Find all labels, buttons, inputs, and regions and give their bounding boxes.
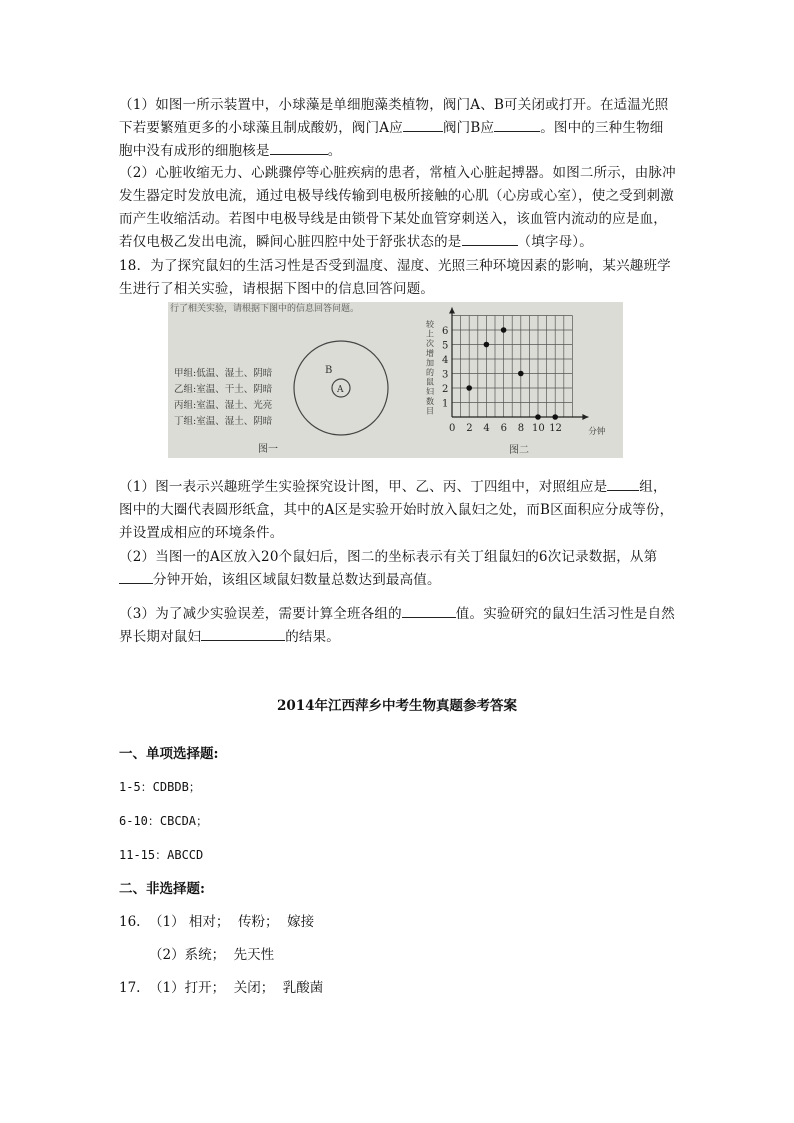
answers-title: 2014年江西萍乡中考生物真题参考答案 bbox=[276, 698, 518, 714]
y-axis-label-char: 加 bbox=[426, 358, 434, 368]
x-tick-label: 12 bbox=[549, 423, 562, 434]
q17-p1-text-d: 。 bbox=[327, 143, 342, 159]
answer-blank[interactable] bbox=[462, 231, 518, 246]
q18-part2 bbox=[119, 546, 677, 592]
q18-p2-text-b: 分钟开始，该组区域鼠妇数量总数达到最高值。 bbox=[153, 572, 441, 588]
data-point bbox=[535, 414, 541, 420]
q18-intro: 18．为了探究鼠妇的生活习性是否受到温度、湿度、光照三种环境因素的影响，某兴趣班学生进行了相关实验，请根据下图中的信息回答问题。 bbox=[119, 258, 671, 297]
y-axis-label-char: 较 bbox=[426, 320, 434, 329]
y-axis-label-char: 妇 bbox=[426, 387, 434, 397]
group-jia: 甲组:低温、湿土、阴暗 bbox=[174, 368, 273, 379]
y-tick-label: 5 bbox=[442, 340, 449, 352]
x-tick-label: 6 bbox=[500, 423, 507, 434]
data-point bbox=[484, 342, 490, 348]
y-axis-label-char: 鼠 bbox=[426, 377, 434, 387]
group-bing: 丙组:室温、湿土、光亮 bbox=[174, 400, 273, 411]
section1-heading: 一、单项选择题: bbox=[119, 746, 219, 762]
q18-p3-text-b: 值。实验研究的鼠妇生活习性是自然界长期对鼠妇 bbox=[119, 606, 675, 645]
x-tick-label: 10 bbox=[532, 423, 545, 434]
answer-1-5: 1-5：CDBDB； bbox=[119, 780, 201, 794]
q18-part3 bbox=[119, 603, 677, 649]
x-tick-label: 4 bbox=[483, 423, 490, 434]
y-axis-label-char: 次 bbox=[426, 339, 434, 349]
q17-p1-text-a: （1）如图一所示装置中，小球藻是单细胞藻类植物，阀门A、B可关闭或打开。在适温光照下若要繁殖更多的小球藻且制成酸奶，阀门A应 bbox=[119, 97, 669, 136]
q17-p1-text-b: 阀门B应 bbox=[442, 120, 495, 136]
y-axis-label-char: 目 bbox=[426, 406, 434, 416]
y-axis-label-char: 增 bbox=[426, 348, 434, 358]
q18-part1 bbox=[119, 476, 677, 545]
answer-17: 17. （1）打开； 关闭； 乳酸菌 bbox=[119, 980, 324, 996]
answer-11-15: 11-15：ABCCD bbox=[119, 848, 204, 862]
figure-svg bbox=[168, 302, 623, 458]
q17-p1-text-c: 。图中的三种生物细胞中没有成形的细胞核是 bbox=[119, 120, 664, 159]
caption-fig2: 图二 bbox=[509, 445, 529, 456]
x-tick-label: 8 bbox=[517, 423, 525, 434]
q17-part2 bbox=[119, 162, 677, 254]
answer-blank[interactable] bbox=[494, 117, 540, 132]
group-ding: 丁组:室温、湿土、阴暗 bbox=[174, 416, 273, 427]
q18-p3-text-c: 的结果。 bbox=[285, 629, 341, 645]
q18-p3-text-a: （3）为了减少实验误差，需要计算全班各组的 bbox=[119, 606, 402, 622]
answer-blank[interactable] bbox=[403, 117, 443, 132]
q18-p1-text-a: （1）图一表示兴趣班学生实验探究设计图，甲、乙、丙、丁四组中，对照组应是 bbox=[119, 479, 608, 495]
data-point bbox=[518, 371, 524, 377]
answer-16-2: （2）系统； 先天性 bbox=[149, 947, 275, 963]
figure-cut-text: 行了相关实验，请根据下图中的信息回答问题。 bbox=[170, 304, 360, 314]
answer-16-1: 16. （1） 相对； 传粉； 嫁接 bbox=[119, 914, 315, 930]
q18-p2-text-a: （2）当图一的A区放入20个鼠妇后，图二的坐标表示有关丁组鼠妇的6次记录数据，从第 bbox=[119, 549, 658, 565]
answer-6-10: 6-10：CBCDA； bbox=[119, 814, 209, 828]
answer-blank[interactable] bbox=[201, 626, 285, 641]
q17-p2-text-b: （填字母）。 bbox=[517, 234, 593, 250]
answer-blank[interactable] bbox=[402, 603, 456, 618]
q17-part1 bbox=[119, 94, 677, 163]
data-point bbox=[501, 327, 507, 333]
x-axis-unit: 分钟 bbox=[588, 427, 606, 437]
y-tick-label: 4 bbox=[442, 355, 449, 366]
x-tick-label: 2 bbox=[466, 423, 473, 434]
y-axis-label-char: 的 bbox=[426, 368, 434, 377]
y-tick-label: 2 bbox=[442, 384, 449, 395]
q17-p2-text-a: （2）心脏收缩无力、心跳骤停等心脏疾病的患者，常植入心脏起搏器。如图二所示，由脉冲发生器定时发放电流，通过电极导线传输到电极所接触的心肌（心房或心室），使之受到刺激而产生收缩活动。若图中电极导线是由锁骨下某处血管穿刺送入，该血管内流动的应是血，若仅电极乙发出电流，瞬间心脏四腔中处于舒张状态的是 bbox=[119, 165, 676, 250]
label-a: A bbox=[337, 385, 344, 395]
group-yi: 乙组:室温、干土、阴暗 bbox=[174, 384, 273, 395]
q18-p1-text-b: 组，图中的大圈代表圆形纸盒，其中的A区是实验开始时放入鼠妇之处，而B区面积应分成等份，并设置成相应的环境条件。 bbox=[119, 479, 674, 541]
y-axis-label bbox=[426, 319, 435, 415]
answer-blank[interactable] bbox=[270, 140, 328, 155]
y-axis-label-char: 上 bbox=[426, 329, 434, 339]
y-tick-label: 6 bbox=[442, 326, 449, 337]
caption-fig1: 图一 bbox=[258, 444, 278, 455]
label-b: B bbox=[325, 365, 333, 376]
section2-heading: 二、非选择题: bbox=[119, 881, 205, 897]
answer-blank[interactable] bbox=[607, 476, 639, 491]
y-tick-label: 1 bbox=[442, 398, 449, 410]
y-axis-label-char: 数 bbox=[426, 396, 434, 406]
y-tick-label: 3 bbox=[442, 369, 449, 381]
experiment-figure bbox=[168, 302, 623, 458]
x-tick-label: 0 bbox=[449, 423, 456, 434]
data-point bbox=[466, 385, 472, 391]
answer-blank[interactable] bbox=[119, 569, 153, 584]
data-point bbox=[552, 414, 558, 420]
